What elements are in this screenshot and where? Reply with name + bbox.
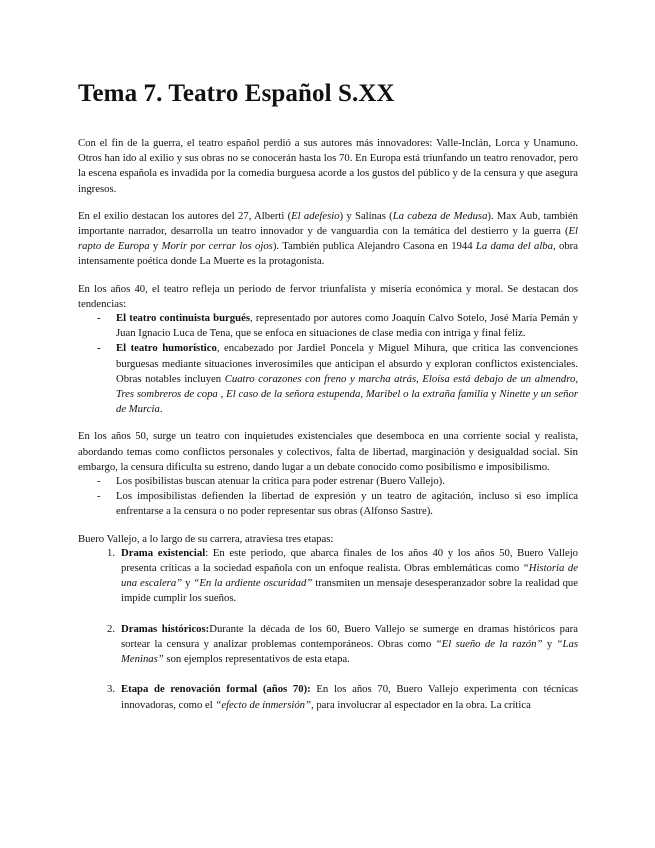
text: , encabezado por Jardiel Poncela y Miguel Mihura, que critica las convenciones burguesas mediante situaciones inverosímiles que anticipan el absurdo y exploran conflictos existenciales. Obras notables incluyen (116, 342, 579, 385)
text: y (488, 388, 500, 401)
list-buero-stages (78, 546, 578, 713)
term: Dramas históricos: (121, 622, 210, 635)
list-item (78, 311, 578, 341)
paragraph-50s: En los años 50, surge un teatro con inquietudes existenciales que desemboca en una corriente social y realista, abordando temas como conflictos personales y colectivos, falta de libertad, marginación y desigualdad social. Sin embargo, la censura dificulta su estreno, dando lugar a un debate conocido como posibilismo e imposibilismo. (78, 430, 578, 473)
list-number: 1. (107, 546, 116, 559)
text: : En este periodo, que abarca finales de los años 40 y los años 50, Buero Vallejo presenta críticas a la sociedad española con un enfoque realista. Obras emblemáticas como (121, 546, 579, 575)
text: . (159, 403, 163, 416)
paragraph-40s: En los años 40, el teatro refleja un periodo de fervor triunfalista y miseria económica y moral. Se destacan dos tendencias: (78, 282, 578, 310)
text: y (182, 577, 194, 590)
list-50s-positions (78, 474, 578, 520)
list-item (78, 341, 578, 417)
work-title: “En la ardiente oscuridad” (193, 577, 313, 590)
text: ). También publica Alejandro Casona en 1944 (272, 240, 476, 253)
text: y (542, 637, 557, 650)
text: En el exilio destacan los autores del 27, Alberti ( (78, 209, 292, 222)
list-item (78, 682, 578, 712)
work-title: El rapto de Europa (78, 225, 578, 253)
work-title: La cabeza de Medusa (392, 209, 488, 222)
text: y (149, 240, 162, 253)
text: Durante la década de los 60, Buero Vallejo se sumerge en dramas históricos para sortear la censura y analizar problemas contemporáneos. Obras como (121, 622, 578, 650)
paragraph-intro: Con el fin de la guerra, el teatro español perdió a sus autores más innovadores: Valle-Inclán, Lorca y Unamuno. Otros han ido al exilio y sus obras no se conocerán hasta los 70. En Europa está triunfando un teatro renovador, pero la escena española es invadida por la comedia burguesa acorde a los gustos del público y de la censura y que asegura ingresos. (78, 137, 578, 195)
term: Drama existencial (121, 546, 206, 559)
work-title: Ninette y un señor de Murcia (116, 388, 579, 416)
text: , para involucrar al espectador en la obra. La crítica (310, 698, 531, 711)
page-title: Tema 7. Teatro Español S.XX (78, 80, 395, 107)
paragraph-buero: Buero Vallejo, a lo largo de su carrera, atraviesa tres etapas: (78, 532, 334, 545)
text: , representado por autores como Joaquín Calvo Sotelo, José María Pemán y Juan Ignacio Luca de Tena, que se enfoca en situaciones de clase media con intriga y final feliz. (116, 312, 578, 340)
work-title: “Historia de una escalera” (121, 562, 578, 590)
work-title: “efecto de inmersión” (215, 698, 311, 711)
work-title: “Las Meninas” (121, 637, 578, 666)
work-title: Morir por cerrar los ojos (161, 240, 273, 253)
text: , obra intensamente poética donde La Muerte es la protagonista. (78, 240, 578, 268)
text: transmiten un mensaje desesperanzador sobre la realidad que impide cumplir los sueños. (121, 577, 579, 605)
work-title: La dama del alba (475, 240, 553, 253)
list-item: - Los posibilistas buscan atenuar la crítica para poder estrenar (Buero Vallejo). (78, 474, 578, 489)
term: Etapa de renovación formal (años 70): (121, 683, 311, 696)
list-item (78, 622, 578, 668)
text: En los años 70, Buero Vallejo experimenta con técnicas innovadoras, como el (121, 683, 578, 711)
list-number: 2. (107, 622, 116, 635)
work-title: “El sueño de la razón” (435, 637, 543, 650)
text: ). Max Aub, también importante narrador, desarrolla un teatro innovador y de vanguardia con la temática del destierro y la guerra ( (78, 209, 578, 238)
paragraph-exile (78, 209, 578, 270)
term: El teatro humorístico (116, 342, 217, 355)
list-item (78, 546, 578, 607)
work-title: El adefesio (291, 209, 340, 222)
term: El teatro continuista burgués (116, 312, 250, 325)
text: ) y Salinas ( (339, 209, 393, 222)
list-number: 3. (107, 683, 116, 696)
document-body (78, 136, 578, 728)
text: son ejemplos representativos de esta etapa. (163, 653, 350, 666)
list-40s-trends (78, 311, 578, 417)
work-title: Cuatro corazones con freno y marcha atrás, Eloísa está debajo de un almendro, Tres sombreros de copa , El caso de la señora estupenda, Maribel o la extraña familia (116, 372, 578, 401)
list-item: - Los imposibilistas defienden la libertad de expresión y un teatro de agitación, incluso si eso implica enfrentarse a la censura o no poder representar sus obras (Alfonso Sastre). (78, 489, 578, 519)
